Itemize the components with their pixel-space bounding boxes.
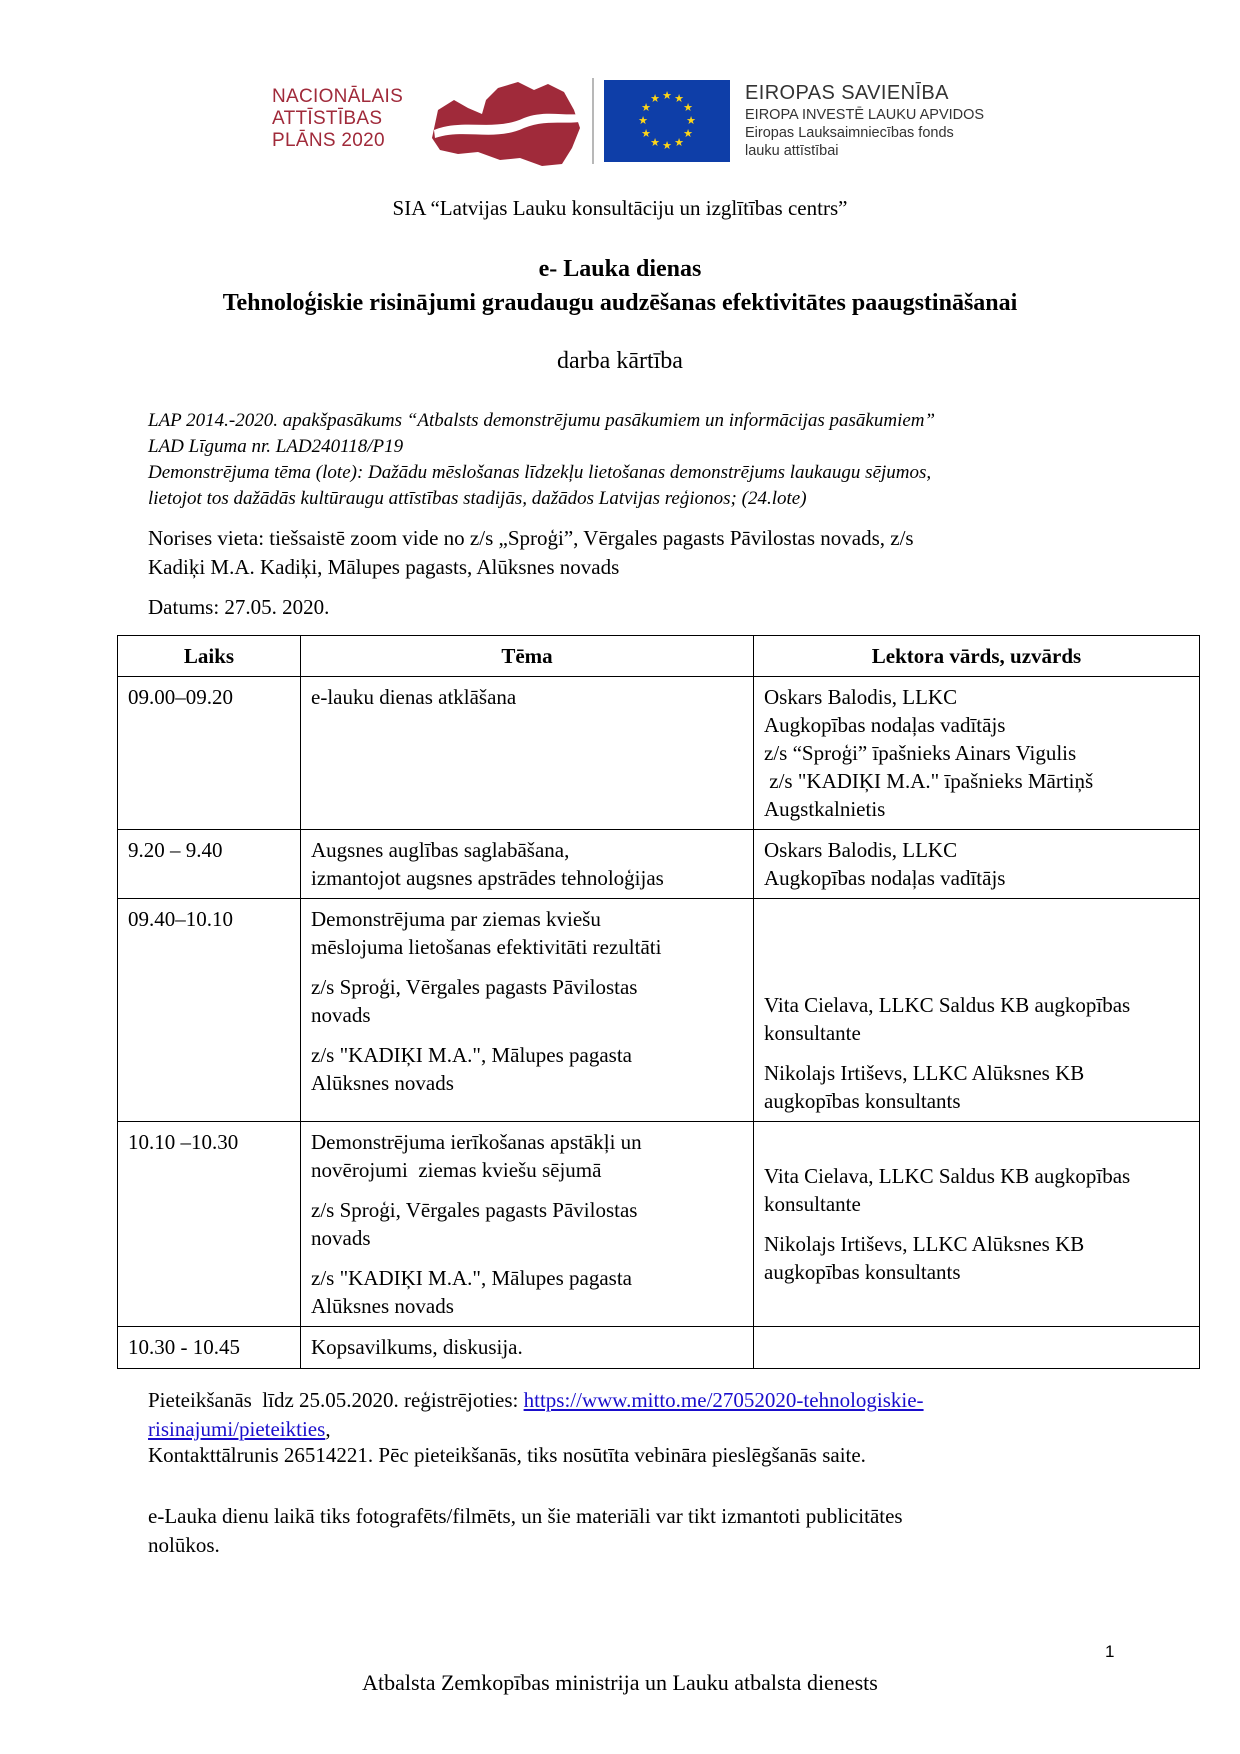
footer-text: Atbalsta Zemkopības ministrija un Lauku atbalsta dienests <box>362 1670 878 1695</box>
row-lector <box>754 1327 1200 1369</box>
row-lector: Vita Cielava, LLKC Saldus KB augkopības konsultante Nikolajs Irtiševs, LLKC Alūksnes KB augkopības konsultants <box>754 899 1200 1122</box>
row-topic: e-lauku dienas atklāšana <box>301 677 754 830</box>
table-row <box>118 830 1200 899</box>
svg-text:★: ★ <box>650 136 660 149</box>
table-header-row <box>118 636 1200 677</box>
row-topic: Demonstrējuma ierīkošanas apstākļi un novērojumi ziemas kviešu sējumā z/s Sproģi, Vērgales pagasts Pāvilostas novads z/s "KADIĶI M.A.", Mālupes pagasta Alūksnes novads <box>301 1122 754 1327</box>
registration-link[interactable]: https://www.mitto.me/27052020-tehnologiskie- risinajumi/pieteikties <box>148 1388 924 1441</box>
svg-text:★: ★ <box>641 127 651 140</box>
schedule-table <box>117 635 1200 1369</box>
svg-text:★: ★ <box>641 101 651 114</box>
document-title: e- Lauka dienas Tehnoloģiskie risinājumi graudaugu audzēšanas efektivitātes paaugstināšanai <box>222 256 1018 316</box>
logo-divider <box>592 78 594 164</box>
organization-name: SIA “Latvijas Lauku konsultāciju un izglītības centrs” <box>392 196 848 220</box>
table-row <box>118 1327 1200 1369</box>
venue: Norises vieta: tiešsaistē zoom vide no z/s „Sproģi”, Vērgales pagasts Pāvilostas novads, z/s Kadiķi M.A. Kadiķi, Mālupes pagasts, Alūksnes novads <box>148 526 914 579</box>
row-time: 09.40–10.10 <box>118 899 301 1122</box>
registration-info: Pieteikšanās līdz 25.05.2020. reģistrējoties: https://www.mitto.me/27052020-tehnologiskie- risinajumi/pieteikties, <box>148 1388 924 1441</box>
nap-logo-text: NACIONĀLAIS ATTĪSTĪBAS PLĀNS 2020 <box>272 86 404 151</box>
agenda-label: darba kārtība <box>557 348 683 374</box>
svg-text:★: ★ <box>674 136 684 149</box>
column-header-topic: Tēma <box>301 636 754 677</box>
row-topic: Kopsavilkums, diskusija. <box>301 1327 754 1369</box>
table-row <box>118 677 1200 830</box>
row-lector: Vita Cielava, LLKC Saldus KB augkopības konsultante Nikolajs Irtiševs, LLKC Alūksnes KB augkopības konsultants <box>754 1122 1200 1327</box>
svg-text:★: ★ <box>662 89 672 102</box>
table-row <box>118 1122 1200 1327</box>
row-topic: Augsnes auglības saglabāšana, izmantojot augsnes apstrādes tehnoloģijas <box>301 830 754 899</box>
contact-info: Kontakttālrunis 26514221. Pēc pieteikšanās, tiks nosūtīta vebināra pieslēgšanās saite. <box>148 1443 866 1467</box>
row-lector: Oskars Balodis, LLKC Augkopības nodaļas vadītājs <box>754 830 1200 899</box>
event-date: Datums: 27.05. 2020. <box>148 595 330 619</box>
column-header-time: Laiks <box>118 636 301 677</box>
svg-text:★: ★ <box>686 114 696 127</box>
svg-text:★: ★ <box>638 114 648 127</box>
svg-text:★: ★ <box>683 101 693 114</box>
row-time: 09.00–09.20 <box>118 677 301 830</box>
svg-text:★: ★ <box>662 139 672 152</box>
eu-flag-icon <box>604 80 730 162</box>
program-info: LAP 2014.-2020. apakšpasākums “Atbalsts demonstrējumu pasākumiem un informācijas pasākumiem” LAD Līguma nr. LAD240118/P19 Demonstrējuma tēma (lote): Dažādu mēslošanas līdzekļu lietošanas demonstrējums laukaugu sējumos, lietojot tos dažādās kultūraugu attīstības stadijās, dažādos Latvijas reģionos; (24.lote) <box>148 410 936 509</box>
svg-text:★: ★ <box>683 127 693 140</box>
row-topic: Demonstrējuma par ziemas kviešu mēslojuma lietošanas efektivitāti rezultāti z/s Sproģi, Vērgales pagasts Pāvilostas novads z/s "KADIĶI M.A.", Mālupes pagasta Alūksnes novads <box>301 899 754 1122</box>
row-time: 9.20 – 9.40 <box>118 830 301 899</box>
row-time: 10.30 - 10.45 <box>118 1327 301 1369</box>
row-lector: Oskars Balodis, LLKC Augkopības nodaļas vadītājs z/s “Sproģi” īpašnieks Ainars Vigulis z/s "KADIĶI M.A." īpašnieks Mārtiņš Augstkalnietis <box>754 677 1200 830</box>
eu-logo-text: EIROPAS SAVIENĪBA EIROPA INVESTĒ LAUKU APVIDOS Eiropas Lauksaimniecības fonds lauku attīstībai <box>745 82 985 159</box>
page-number: 1 <box>1105 1642 1115 1661</box>
header-logos <box>0 60 1240 180</box>
latvia-map-logo-icon <box>424 70 584 170</box>
media-note: e-Lauka dienu laikā tiks fotografēts/filmēts, un šie materiāli var tikt izmantoti publicitātes nolūkos. <box>148 1504 903 1557</box>
row-time: 10.10 –10.30 <box>118 1122 301 1327</box>
svg-text:★: ★ <box>650 92 660 105</box>
svg-text:★: ★ <box>674 92 684 105</box>
column-header-lector: Lektora vārds, uzvārds <box>754 636 1200 677</box>
table-row <box>118 899 1200 1122</box>
